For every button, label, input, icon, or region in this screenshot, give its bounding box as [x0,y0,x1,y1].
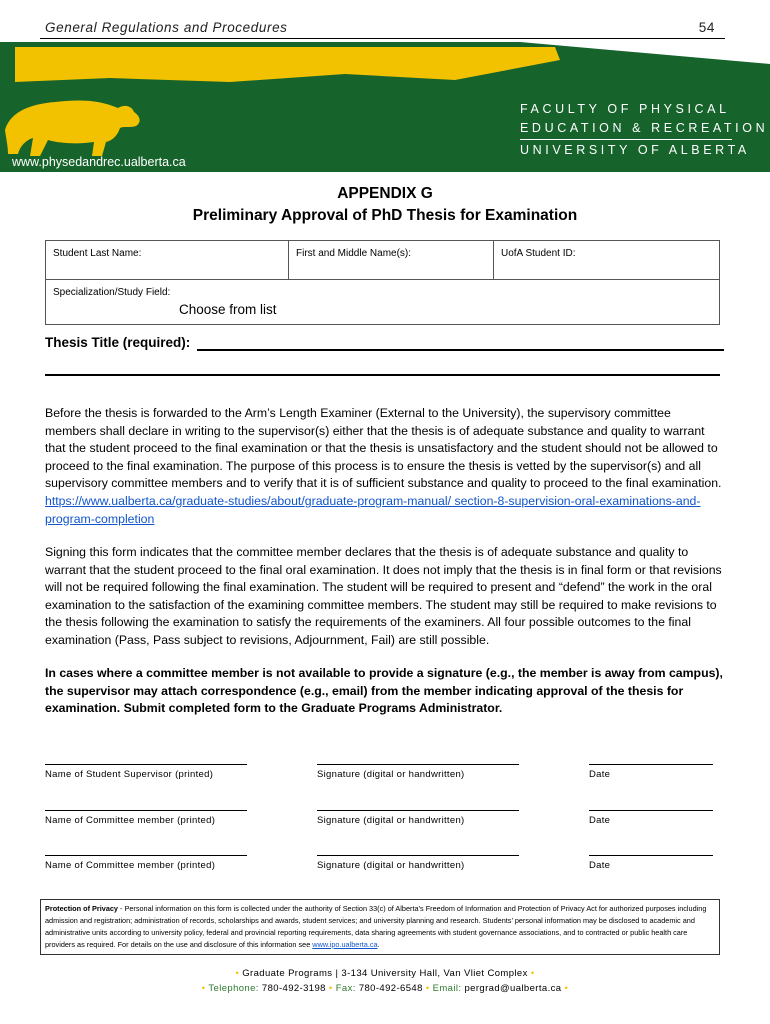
paragraph-vetting [45,405,725,528]
university-name: UNIVERSITY OF ALBERTA [520,143,750,157]
paragraph-vetting-text: Before the thesis is forwarded to the Arm’s Length Examiner (External to the University), the supervisory committee members shall declare in writing to the supervisor(s) either that the thesis is of adequate substance and quality to warrant that the student proceed to the final examination or that the thesis is unsatisfactory and the student should not be allowed to proceed to the final examination. The purpose of this process is to ensure the thesis is vetted by the supervisor(s) and all supervisory committee members and to verify that it is of sufficient substance and quality to proceed to the final examination. [45,406,722,491]
specialization-field [46,280,720,325]
supervisor-name-line[interactable] [45,764,247,765]
faculty-line-2: EDUCATION & RECREATION [520,121,769,135]
bullet-icon: • [564,983,569,994]
faculty-divider [520,139,732,140]
member1-signature-line[interactable] [317,810,519,811]
email-address[interactable]: pergrad@ualberta.ca [464,983,562,994]
footer-address [0,968,770,979]
faculty-url: www.physedandrec.ualberta.ca [12,155,186,169]
first-name-field[interactable] [289,241,494,280]
appendix-label: APPENDIX G [337,185,433,202]
graduate-manual-link[interactable]: https://www.ualberta.ca/graduate-studies/about/graduate-program-manual/ section-8-supervision-oral-examinations-and-program-completion [45,493,701,526]
faculty-line-1: FACULTY OF PHYSICAL [520,102,730,116]
privacy-end: . [377,940,380,949]
telephone-number: 780-492-3198 [261,983,326,994]
bullet-icon: • [235,968,240,979]
thesis-title-label: Thesis Title (required): [45,335,191,350]
last-name-field[interactable] [46,241,289,280]
member1-signature-label: Signature (digital or handwritten) [317,815,465,826]
member2-signature-line[interactable] [317,855,519,856]
member2-name-line[interactable] [45,855,247,856]
student-id-label: UofA Student ID: [501,248,576,259]
specialization-dropdown[interactable]: Choose from list [179,302,277,317]
privacy-notice [40,899,720,955]
faculty-wordmark [520,100,768,160]
footer-address-text: Graduate Programs | 3-134 University Hall, Van Vliet Complex [242,968,528,979]
member1-name-line[interactable] [45,810,247,811]
member2-signature-label: Signature (digital or handwritten) [317,860,465,871]
thesis-title-input-line[interactable] [197,349,724,351]
specialization-label: Specialization/Study Field: [53,287,171,298]
fax-number: 780-492-6548 [358,983,423,994]
email-label: Email: [432,983,462,994]
last-name-label: Student Last Name: [53,248,142,259]
supervisor-date-line[interactable] [589,764,713,765]
member1-date-line[interactable] [589,810,713,811]
member2-name-label: Name of Committee member (printed) [45,860,216,871]
supervisor-signature-label: Signature (digital or handwritten) [317,769,465,780]
student-info-table [45,240,720,325]
supervisor-date-label: Date [589,769,611,780]
telephone-label: Telephone: [208,983,259,994]
member2-date-label: Date [589,860,611,871]
privacy-label: Protection of Privacy [45,904,118,913]
page-number: 54 [698,20,715,35]
bullet-icon: • [328,983,333,994]
running-header-title: General Regulations and Procedures [45,20,288,35]
member1-date-label: Date [589,815,611,826]
bullet-icon: • [425,983,430,994]
fax-label: Fax: [335,983,356,994]
student-id-field[interactable] [494,241,720,280]
form-title: Preliminary Approval of PhD Thesis for Examination [192,207,578,224]
paragraph-unavailable: In cases where a committee member is not available to provide a signature (e.g., the member is away from campus), the supervisor may attach correspondence (e.g., email) from the member indicating approval of the thesis for examination. Submit completed form to the Graduate Programs Administrator. [45,666,723,716]
footer-contact [0,983,770,994]
member2-date-line[interactable] [589,855,713,856]
privacy-link[interactable]: www.ipo.ualberta.ca [312,940,378,949]
bullet-icon: • [530,968,535,979]
supervisor-signature-line[interactable] [317,764,519,765]
header-rule [40,38,725,39]
bullet-icon: • [201,983,206,994]
first-name-label: First and Middle Name(s): [296,248,412,259]
member1-name-label: Name of Committee member (printed) [45,815,216,826]
supervisor-name-label: Name of Student Supervisor (printed) [45,769,214,780]
thesis-title-input-line-2[interactable] [45,374,720,376]
paragraph-signing: Signing this form indicates that the committee member declares that the thesis is of adequate substance and quality to warrant that the student proceed to the final oral examination. It does not imply that the thesis is in final form or that revisions will not be required following the final examination. The student will be required to present and “defend” the work in the oral examination to the satisfaction of the examining committee members. The student may still be required to make revisions to the thesis following the examination to satisfy the requirements of the examiners. All four possible outcomes to the final examination (Pass, Pass subject to revisions, Adjournment, Fail) are still possible. [45,545,722,647]
privacy-text: - Personal information on this form is collected under the authority of Section 33(c) of Alberta’s Freedom of Information and Protection of Privacy Act for authorized purposes including admission and registration; administration of records, scholarships and awards, student services; and university planning and research. Students’ personal information may be disclosed to academic and administrative units according to university policy, federal and provincial reporting requirements, data sharing agreements with student governance associations, and to contracted or public health care providers as required. For details on the use and disclosure of this information see [45,904,707,949]
